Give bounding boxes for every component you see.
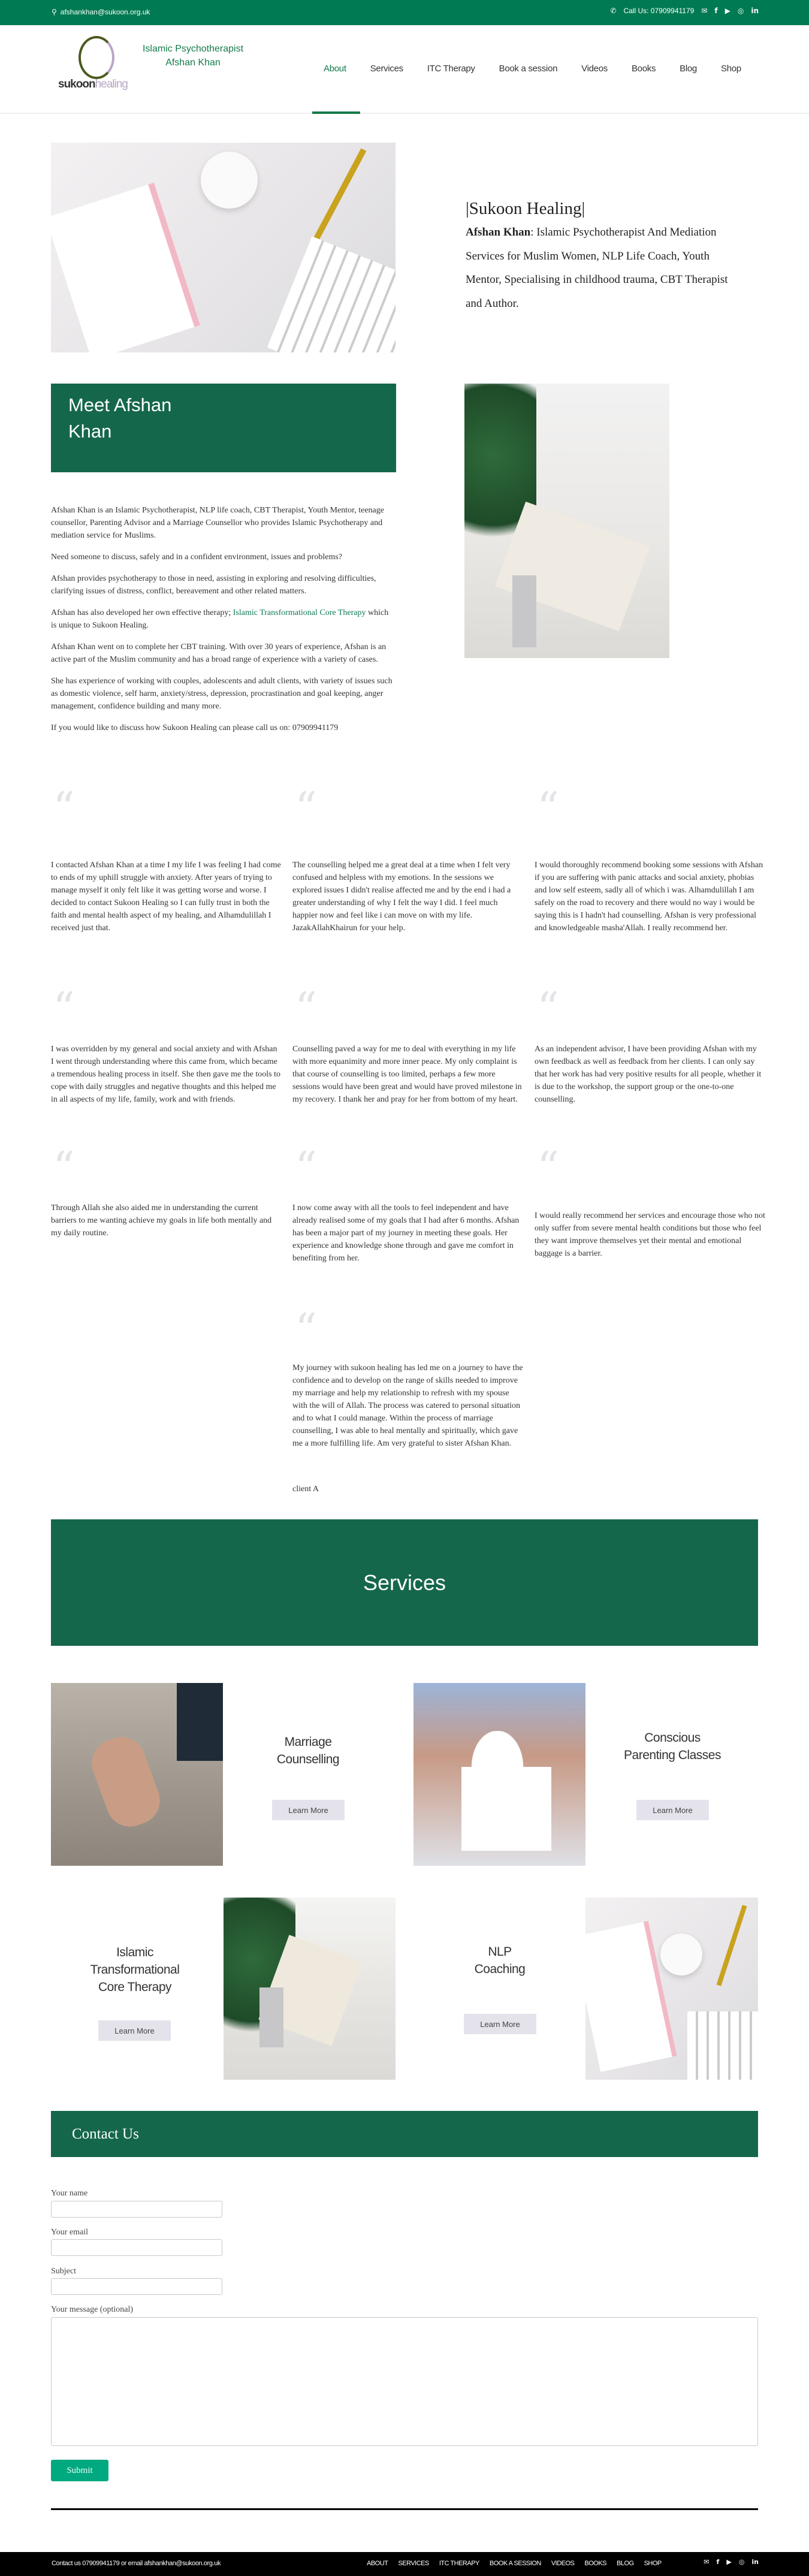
itc-therapy-link[interactable]: Islamic Transformational Core Therapy bbox=[233, 608, 366, 617]
hero-desc: : Islamic Psychotherapist And Mediation Services for Muslim Women, NLP Life Coach, Youth Mentor, Specialising in childhood trauma, CBT Therapist and Author. bbox=[466, 226, 728, 310]
footer-itc-therapy[interactable]: ITC THERAPY bbox=[439, 2560, 479, 2567]
submit-button[interactable]: Submit bbox=[51, 2460, 108, 2481]
instagram-icon[interactable]: ◎ bbox=[738, 2558, 745, 2566]
service-title-line: Conscious bbox=[644, 1731, 701, 1745]
testimonial: The counselling helped me a great deal at a time when I felt very confused and helpless with my emotions. In the sessions we explored issues I didn't realise affected me and by the end i had a greater understanding of why I felt the way I did. I feel much happier now and feel like i can move on with my life. JazakAllahKhairun for your help. bbox=[292, 861, 511, 933]
nav-shop[interactable]: Shop bbox=[720, 64, 741, 74]
hero-text bbox=[466, 197, 729, 315]
footer-services[interactable]: SERVICES bbox=[398, 2560, 429, 2567]
message-label: Your message (optional) bbox=[51, 2305, 134, 2314]
keyboard-shape bbox=[267, 236, 396, 352]
service-title-marriage bbox=[236, 1733, 380, 1768]
learn-more-parenting-button[interactable]: Learn More bbox=[636, 1800, 709, 1820]
message-textarea[interactable] bbox=[51, 2317, 758, 2446]
keyboard-shape bbox=[687, 2011, 758, 2080]
quote-icon: “ bbox=[537, 783, 559, 833]
candle-shape bbox=[201, 152, 258, 209]
email-label: Your email bbox=[51, 2228, 88, 2237]
testimonial: I contacted Afshan Khan at a time I my life I was feeling I had come to ends of my uphill struggle with anxiety. After years of trying to manage myself it only felt like it was getting worse and worse. I decided to contact Sukoon Healing so I can fully trust in both the faith and mental health aspect of my healing, and Alhamdulillah I received just that. bbox=[51, 861, 281, 933]
instagram-icon[interactable]: ◎ bbox=[737, 7, 744, 15]
quote-icon: “ bbox=[295, 983, 317, 1033]
bio-p6: She has experience of working with couples, adolescents and adult clients, with variety of issues such as domestic violence, self harm, anxiety/stress, depression, procrastination and goal keeping, anger management, confidence building and many more. bbox=[51, 677, 393, 711]
tagline-line-1: Islamic Psychotherapist bbox=[142, 44, 244, 54]
meet-line-1: Meet Afshan bbox=[68, 394, 172, 415]
bio-p7: If you would like to discuss how Sukoon Healing can please call us on: 07909941179 bbox=[51, 723, 339, 732]
mail-icon[interactable]: ✉ bbox=[704, 2558, 710, 2566]
facebook-icon[interactable]: f bbox=[714, 7, 718, 15]
top-bar bbox=[0, 0, 809, 25]
pen-shape bbox=[717, 1905, 747, 1986]
testimonial-author: client A bbox=[292, 1485, 319, 1494]
linkedin-icon[interactable]: in bbox=[751, 2558, 759, 2566]
nav-blog[interactable]: Blog bbox=[680, 64, 697, 74]
learn-more-marriage-button[interactable]: Learn More bbox=[272, 1800, 345, 1820]
tagline bbox=[139, 42, 247, 70]
youtube-icon[interactable]: ▶ bbox=[725, 7, 730, 15]
quote-icon: “ bbox=[295, 1142, 317, 1193]
nav-about[interactable]: About bbox=[324, 64, 346, 74]
itc-therapy-image bbox=[224, 1898, 396, 2080]
nav-services[interactable]: Services bbox=[370, 64, 403, 74]
meet-afshan-heading bbox=[51, 384, 396, 472]
main-nav bbox=[312, 60, 753, 78]
bio-p3: Afshan provides psychotherapy to those in need, assisting in exploring and resolving difficulties, clarifying issues of distress, conflict, bereavement and other related matters. bbox=[51, 574, 376, 596]
footer-videos[interactable]: VIDEOS bbox=[551, 2560, 575, 2567]
quote-icon: “ bbox=[53, 983, 75, 1033]
divider bbox=[51, 2508, 758, 2510]
quote-icon: “ bbox=[295, 1304, 317, 1355]
sleeve-shape bbox=[177, 1683, 223, 1761]
candle-shape bbox=[660, 1933, 702, 1975]
nav-book-session[interactable]: Book a session bbox=[499, 64, 558, 74]
hero-title: |Sukoon Healing| bbox=[466, 199, 585, 218]
service-title-parenting bbox=[600, 1729, 744, 1764]
footer-contact: Contact us 07909941179 or email afshankhan@sukoon.org.uk bbox=[52, 2560, 221, 2567]
service-title-nlp bbox=[428, 1943, 572, 1978]
laptop-shape bbox=[512, 575, 536, 647]
logo[interactable] bbox=[58, 36, 132, 89]
quote-icon: “ bbox=[53, 1142, 75, 1193]
testimonial: As an independent advisor, I have been providing Afshan with my own feedback as well as feedback from her clients. I can only say that her work has had very positive results for all people, whether it is due to the workshop, the support group or the one-to-one counselling. bbox=[535, 1045, 762, 1104]
hands-shape bbox=[85, 1730, 167, 1833]
service-title-line: Core Therapy bbox=[98, 1980, 171, 1994]
email-link[interactable]: afshankhan@sukoon.org.uk bbox=[60, 8, 150, 16]
phone-icon: ✆ bbox=[610, 7, 617, 15]
bio-text bbox=[51, 504, 396, 743]
testimonial: I would really recommend her services and encourage those who not only suffer from severe mental health conditions but those who feel they want improve themselves yet their mental and emotional baggage is a barrier. bbox=[535, 1211, 765, 1258]
footer-blog[interactable]: BLOG bbox=[617, 2560, 634, 2567]
phone-link[interactable]: Call Us: 07909941179 bbox=[623, 7, 695, 15]
service-title-itc bbox=[63, 1944, 207, 1996]
quote-icon: “ bbox=[53, 783, 75, 833]
hero-description bbox=[466, 221, 729, 315]
logo-mark bbox=[79, 36, 114, 79]
service-title-line: Coaching bbox=[474, 1962, 526, 1976]
footer-book-session[interactable]: BOOK A SESSION bbox=[489, 2560, 541, 2567]
testimonial: Through Allah she also aided me in understanding the current barriers to me wanting achieve my goals in life both mentally and my daily routine. bbox=[51, 1203, 272, 1238]
testimonial: I now come away with all the tools to feel independent and have already realised some of my goals that I had after 6 months. Afshan has been a major part of my journey in meeting these goals. Her experience and knowledge shone through and gave me comfort in benefiting from her. bbox=[292, 1203, 520, 1263]
hero-image-desk bbox=[51, 143, 396, 352]
footer-social bbox=[704, 2558, 759, 2566]
laptop-shape bbox=[259, 1987, 283, 2047]
nav-itc-therapy[interactable]: ITC Therapy bbox=[427, 64, 475, 74]
name-label: Your name bbox=[51, 2189, 88, 2198]
quote-icon: “ bbox=[295, 783, 317, 833]
service-title-line: Marriage bbox=[284, 1735, 332, 1749]
services-banner: Services bbox=[51, 1519, 758, 1646]
active-nav-indicator bbox=[312, 111, 360, 114]
logo-main: sukoon bbox=[58, 78, 95, 91]
meet-line-2: Khan bbox=[68, 421, 112, 442]
footer-shop[interactable]: SHOP bbox=[644, 2560, 662, 2567]
top-right bbox=[610, 7, 759, 15]
tagline-line-2: Afshan Khan bbox=[165, 58, 221, 68]
bio-p2: Need someone to discuss, safely and in a confident environment, issues and problems? bbox=[51, 553, 342, 562]
footer-books[interactable]: BOOKS bbox=[584, 2560, 607, 2567]
testimonial: Counselling paved a way for me to deal with everything in my life with more equanimity and more inner peace. My only complaint is that course of counselling is too limited, perhaps a few more sessions would have been great and would have proved milestone in my recovery. I thank her and pray for her from bottom of my heart. bbox=[292, 1045, 522, 1104]
service-title-line: NLP bbox=[488, 1945, 512, 1959]
service-title-line: Parenting Classes bbox=[624, 1748, 721, 1762]
footer-about[interactable]: ABOUT bbox=[367, 2560, 388, 2567]
quote-icon: “ bbox=[537, 1142, 559, 1193]
subject-input[interactable] bbox=[51, 2278, 222, 2295]
bio-p1: Afshan Khan is an Islamic Psychotherapist, NLP life coach, CBT Therapist, Youth Mentor, teenage counsellor, Parenting Advisor and a Marriage Counsellor who provides Islamic Psychotherapy and mediation service for Muslims. bbox=[51, 506, 384, 540]
nav-videos[interactable]: Videos bbox=[581, 64, 608, 74]
bio-p4-post: which is unique to Sukoon Healing. bbox=[51, 608, 389, 630]
logo-text bbox=[58, 78, 128, 91]
hero-name: Afshan Khan bbox=[466, 226, 531, 239]
quote-icon: “ bbox=[537, 983, 559, 1033]
contact-heading: Contact Us bbox=[51, 2111, 758, 2157]
logo-accent: healing bbox=[95, 78, 128, 91]
top-email[interactable] bbox=[52, 8, 150, 16]
notebook-shape bbox=[51, 183, 200, 352]
bio-p4 bbox=[51, 607, 396, 632]
facebook-icon[interactable]: f bbox=[716, 2558, 720, 2566]
mail-icon[interactable]: ✉ bbox=[701, 7, 708, 15]
plant-image bbox=[464, 384, 669, 658]
service-title-line: Transformational bbox=[90, 1963, 180, 1977]
nav-books[interactable]: Books bbox=[631, 64, 656, 74]
bio-p4-pre: Afshan has also developed her own effective therapy; bbox=[51, 608, 233, 617]
location-pin-icon: ⚲ bbox=[52, 8, 57, 16]
name-input[interactable] bbox=[51, 2201, 222, 2218]
youtube-icon[interactable]: ▶ bbox=[726, 2558, 732, 2566]
testimonial: I would thoroughly recommend booking some sessions with Afshan if you are suffering with panic attacks and social anxiety, phobias and low self esteem, sadly all of which i was. Alhamdulillah I am safely on the road to recovery and there would no way i would be saying this is I hadn't had counselling. Afshan is very professional and knowledgeable masha'Allah. I really recommend her. bbox=[535, 861, 763, 933]
learn-more-itc-button[interactable]: Learn More bbox=[98, 2020, 171, 2041]
footer-menu bbox=[367, 2560, 662, 2567]
site-header bbox=[0, 25, 809, 114]
paper-family-shape bbox=[437, 1731, 557, 1851]
testimonial: My journey with sukoon healing has led me on a journey to have the confidence and to develop on the range of skills needed to improve my marriage and help my relationship to refresh with my spouse with the will of Allah. The process was catered to personal situation and to what I could manage. Within the process of marriage counselling, I was able to heal mentally and spiritually, which gave me a more fulfilling life. Am very grateful to sister Afshan Khan. bbox=[292, 1364, 523, 1448]
footer bbox=[0, 2552, 809, 2576]
linkedin-icon[interactable]: in bbox=[751, 7, 759, 15]
bio-p5: Afshan Khan went on to complete her CBT training. With over 30 years of experience, Afshan is an active part of the Muslim community and has a broad range of experience with a variety of cases. bbox=[51, 643, 387, 664]
testimonial: I was overridden by my general and social anxiety and with Afshan I went through understanding where this came from, which became a tremendous healing process in itself. She then gave me the tools to cope with daily struggles and negative thoughts and this helped me in all aspects of my life, family, work and with friends. bbox=[51, 1045, 280, 1104]
marriage-counselling-image bbox=[51, 1683, 223, 1866]
parenting-classes-image bbox=[413, 1683, 585, 1866]
service-title-line: Counselling bbox=[276, 1752, 340, 1766]
subject-label: Subject bbox=[51, 2267, 76, 2276]
learn-more-nlp-button[interactable]: Learn More bbox=[464, 2014, 536, 2034]
service-title-line: Islamic bbox=[116, 1945, 153, 1959]
nlp-coaching-image bbox=[585, 1898, 758, 2080]
email-input[interactable] bbox=[51, 2239, 222, 2256]
